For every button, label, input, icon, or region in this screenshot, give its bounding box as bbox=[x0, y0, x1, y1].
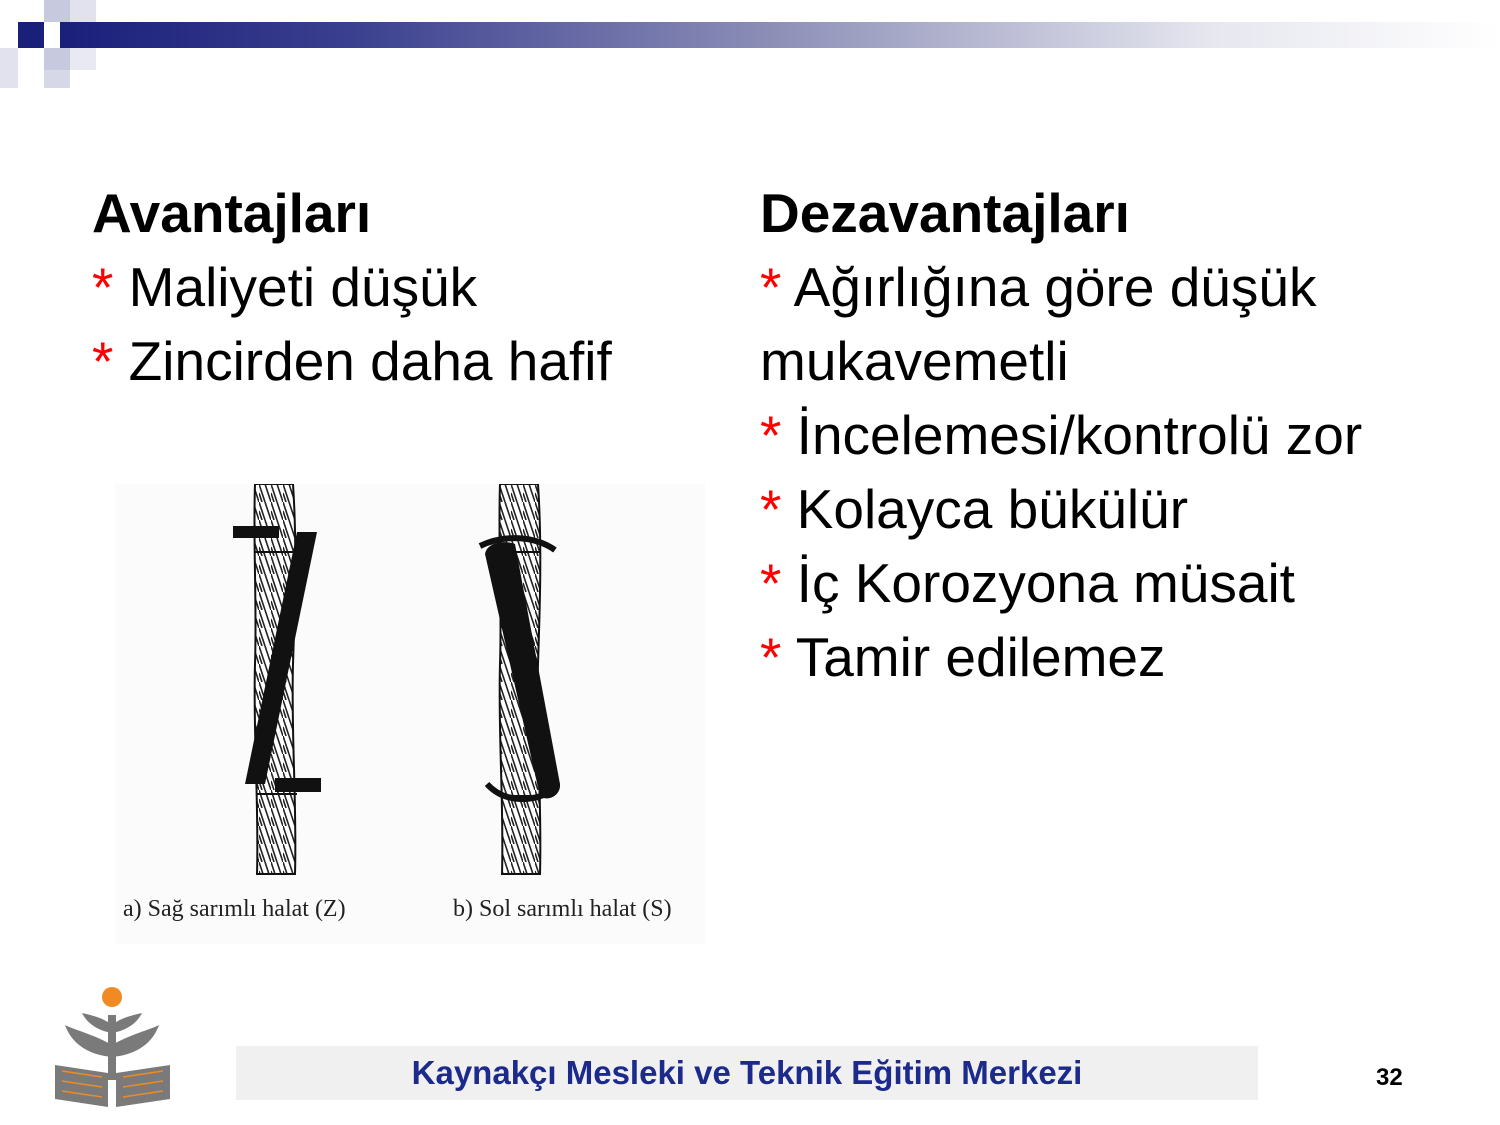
rope-illustration bbox=[115, 484, 705, 894]
header-gradient-bar bbox=[60, 22, 1500, 48]
caption-right-lay: a) Sağ sarımlı halat (Z) bbox=[123, 896, 346, 922]
bullet-star: * bbox=[92, 330, 114, 392]
right-lay-rope bbox=[233, 484, 321, 874]
advantage-text: Zincirden daha hafif bbox=[113, 330, 612, 392]
disadvantage-item bbox=[760, 398, 1460, 472]
footer-organization: Kaynakçı Mesleki ve Teknik Eğitim Merkezi bbox=[236, 1046, 1258, 1100]
bullet-star: * bbox=[760, 478, 782, 540]
bullet-star: * bbox=[760, 552, 782, 614]
disadvantage-text: İncelemesi/kontrolü zor bbox=[781, 404, 1363, 466]
header-square bbox=[44, 70, 70, 88]
page-number: 32 bbox=[1376, 1064, 1403, 1091]
bullet-star: * bbox=[760, 256, 782, 318]
header-square bbox=[70, 0, 96, 22]
disadvantage-item bbox=[760, 546, 1460, 620]
advantage-text: Maliyeti düşük bbox=[113, 256, 478, 318]
disadvantages-heading: Dezavantajları bbox=[760, 182, 1130, 244]
disadvantage-text: Tamir edilemez bbox=[781, 626, 1166, 688]
advantage-item bbox=[92, 250, 732, 324]
disadvantage-text: Kolayca bükülür bbox=[781, 478, 1189, 540]
disadvantage-text: İç Korozyona müsait bbox=[781, 552, 1295, 614]
header-square bbox=[44, 48, 70, 70]
header-square bbox=[44, 0, 70, 22]
disadvantage-item bbox=[760, 250, 1460, 398]
rope-lay-figure bbox=[115, 484, 705, 944]
advantage-item bbox=[92, 324, 732, 398]
advantages-heading: Avantajları bbox=[92, 182, 372, 244]
bullet-star: * bbox=[760, 626, 782, 688]
bullet-star: * bbox=[760, 404, 782, 466]
disadvantage-text: Ağırlığına göre düşük mukavemetli bbox=[760, 256, 1317, 392]
institution-logo bbox=[50, 985, 175, 1110]
header-square bbox=[70, 48, 96, 70]
disadvantage-item bbox=[760, 620, 1460, 694]
caption-left-lay: b) Sol sarımlı halat (S) bbox=[453, 896, 672, 922]
bullet-star: * bbox=[92, 256, 114, 318]
header-square bbox=[18, 22, 44, 48]
disadvantage-item bbox=[760, 472, 1460, 546]
advantages-column bbox=[92, 176, 732, 398]
header-square bbox=[0, 48, 18, 88]
disadvantages-column bbox=[760, 176, 1460, 694]
left-lay-rope bbox=[480, 484, 560, 874]
